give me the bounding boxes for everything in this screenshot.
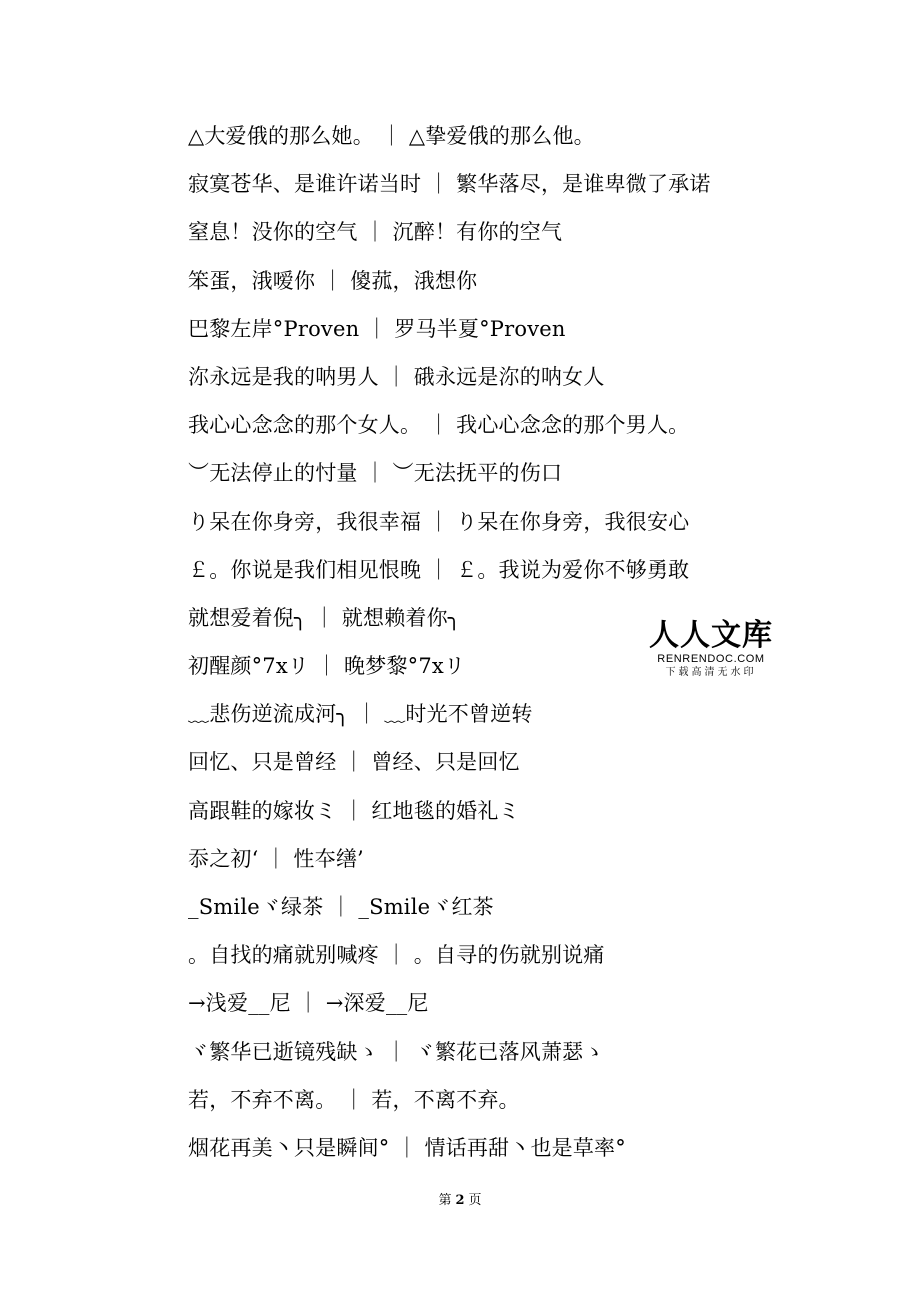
page-footer	[0, 1192, 920, 1210]
page-number-prefix: 第	[438, 1193, 452, 1208]
text-line: ヾ繁华已逝镜残缺ゝ ｜ ヾ繁花已落风萧瑟ゝ	[188, 1039, 605, 1064]
text-line: 烟花再美丶只是瞬间° ｜ 情话再甜丶也是草率°	[188, 1135, 626, 1160]
text-line: 若，不弃不离。 ｜ 若，不离不弃。	[188, 1087, 520, 1112]
text-line: 回忆、只是曾经 ｜ 曾经、只是回忆	[188, 750, 520, 775]
text-line: り呆在你身旁，我很幸福 ｜ り呆在你身旁，我很安心	[188, 509, 690, 534]
text-line: 巴黎左岸°Proven ｜ 罗马半夏°Proven	[188, 316, 566, 341]
text-line: 沵永远是我的呐男人 ｜ 硪永远是沵的呐女人	[188, 364, 605, 389]
text-line: 笨蛋，涐嗳你 ｜ 傻菰，涐想你	[188, 268, 478, 293]
watermark-tagline: 下载高清无水印	[665, 667, 757, 678]
text-line: 。自找的痛就别喊疼 ｜ 。自寻的伤就别说痛	[188, 943, 605, 968]
text-line: ︶无法停止的忖量 ｜ ︶无法抚平的伤口	[188, 461, 563, 486]
text-line: 我心心念念的那个女人。 ｜ 我心心念念的那个男人。	[188, 413, 690, 438]
text-line: ￡。你说是我们相见恨晚 ｜ ￡。我说为爱你不够勇敢	[188, 557, 690, 582]
text-line: 高跟鞋的嫁妆ミ ｜ 红地毯的婚礼ミ	[188, 798, 520, 823]
text-line: △大爱俄的那么她。 ｜ △挚爱俄的那么他。	[188, 124, 595, 148]
watermark-title: 人人文库	[649, 618, 773, 653]
text-line: 窒息！没你的空气 ｜ 沉醉！有你的空气	[188, 220, 563, 245]
text-line: _Smileヾ绿茶 ｜ _Smileヾ红茶	[188, 895, 494, 919]
watermark-domain: RENRENDOC.COM	[657, 653, 765, 665]
watermark-logo	[646, 620, 776, 679]
text-line: 初醒颜°7xリ ｜ 晚梦黎°7xリ	[188, 654, 466, 679]
text-line: →浅爱__尼 ｜ →深爱__尼	[188, 991, 429, 1016]
text-line: 忝之初‘ ｜ 性夲缮’	[188, 846, 364, 871]
text-line: ﹏悲伤逆流成河╮ ｜ ﹏时光不曾逆转	[188, 702, 533, 727]
page-number: 2	[455, 1193, 465, 1208]
page-number-suffix: 页	[468, 1193, 482, 1208]
text-line: 就想爱着倪╮ ｜ 就想赖着你╮	[188, 605, 461, 630]
text-line: 寂寞苍华、是谁许诺当时 ｜ 繁华落尽，是谁卑微了承诺	[188, 172, 711, 197]
